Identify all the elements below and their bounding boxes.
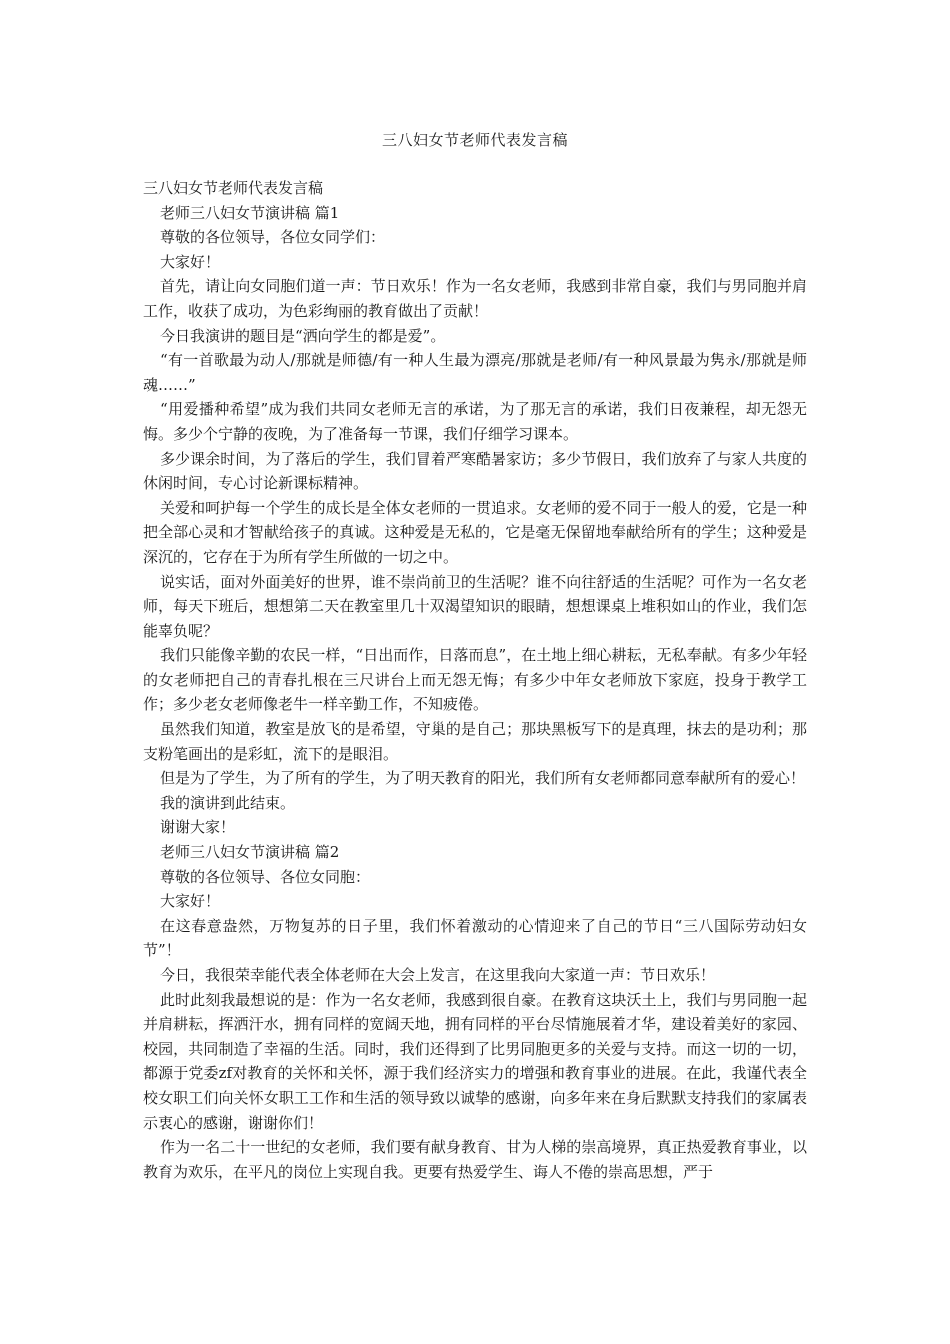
- paragraph: 三八妇女节老师代表发言稿: [143, 179, 324, 197]
- paragraph: 尊敬的各位领导，各位女同学们：: [160, 228, 386, 247]
- paragraph: “有一首歌最为动人/那就是师德/有一种人生最为漂亮/那就是老师/有一种风景最为隽永/那就是师魂……”: [143, 351, 807, 394]
- paragraph: 尊敬的各位领导、各位女同胞：: [160, 867, 371, 886]
- paragraph: 大家好！: [160, 892, 221, 911]
- document-body: [143, 176, 807, 1184]
- paragraph: 但是为了学生，为了所有的学生，为了明天教育的阳光，我们所有女老师都同意奉献所有的爱心！: [160, 769, 806, 788]
- paragraph: 虽然我们知道，教室是放飞的是希望，守巢的是自己；那块黑板写下的是真理，抹去的是功利；那支粉笔画出的是彩虹，流下的是眼泪。: [143, 720, 807, 763]
- document-title: 三八妇女节老师代表发言稿: [381, 131, 568, 149]
- paragraph: 今日，我很荣幸能代表全体老师在大会上发言，在这里我向大家道一声：节日欢乐！: [160, 966, 716, 984]
- paragraph: 我的演讲到此结束。: [160, 793, 296, 812]
- paragraph: 多少课余时间，为了落后的学生，我们冒着严寒酷暑家访；多少节假日，我们放弃了与家人共度的休闲时间，专心讨论新课标精神。: [143, 449, 807, 493]
- paragraph: 在这春意盎然，万物复苏的日子里，我们怀着激动的心情迎来了自己的节日“三八国际劳动妇女节”！: [143, 916, 807, 960]
- paragraph: 作为一名二十一世纪的女老师，我们要有献身教育、甘为人梯的崇高境界，真正热爱教育事业，以教育为欢乐，在平凡的岗位上实现自我。更要有热爱学生、诲人不倦的崇高思想，严于: [143, 1138, 807, 1181]
- paragraph: 谢谢大家！: [160, 818, 236, 837]
- paragraph: 老师三八妇女节演讲稿 篇1: [160, 203, 340, 222]
- paragraph: 首先，请让向女同胞们道一声：节日欢乐！作为一名女老师，我感到非常自豪，我们与男同胞并肩工作，收获了成功，为色彩绚丽的教育做出了贡献！: [143, 277, 807, 320]
- paragraph: 今日我演讲的题目是“洒向学生的都是爱”。: [160, 326, 446, 345]
- paragraph: 老师三八妇女节演讲稿 篇2: [160, 843, 340, 862]
- paragraph: “用爱播种希望”成为我们共同女老师无言的承诺，为了那无言的承诺，我们日夜兼程，却无怨无悔。多少个宁静的夜晚，为了准备每一节课，我们仔细学习课本。: [143, 400, 807, 443]
- paragraph: 说实话，面对外面美好的世界，谁不崇尚前卫的生活呢？谁不向往舒适的生活呢？可作为一名女老师，每天下班后，想想第二天在教室里几十双渴望知识的眼睛，想想课桌上堆积如山的作业，我们怎能辜负呢？: [143, 572, 807, 640]
- paragraph: 我们只能像辛勤的农民一样，“日出而作，日落而息”，在土地上细心耕耘，无私奉献。有多少年轻的女老师把自己的青春扎根在三尺讲台上而无怨无悔；有多少中年女老师放下家庭，投身于教学工作；多少老女老师像老牛一样辛勤工作，不知疲倦。: [143, 646, 807, 714]
- paragraph: 此时此刻我最想说的是：作为一名女老师，我感到很自豪。在教育这块沃土上，我们与男同胞一起并肩耕耘，挥洒汗水，拥有同样的宽阔天地，拥有同样的平台尽情施展着才华，建设着美好的家园、校园，共同制造了幸福的生活。同时，我们还得到了比男同胞更多的关爱与支持。而这一切的一切，都源于党委zf对教育的关怀和关怀，源于我们经济实力的增强和教育事业的进展。在此，我谨代表全校女职工们向关怀女职工工作和生活的领导致以诚挚的感谢，向多年来在身后默默支持我们的家属表示衷心的感谢，谢谢你们！: [143, 990, 807, 1132]
- paragraph: 大家好！: [160, 252, 221, 271]
- paragraph: 关爱和呵护每一个学生的成长是全体女老师的一贯追求。女老师的爱不同于一般人的爱，它是一种把全部心灵和才智献给孩子的真诚。这种爱是无私的，它是毫无保留地奉献给所有的学生；这种爱是深沉的，它存在于为所有学生所做的一切之中。: [143, 498, 807, 566]
